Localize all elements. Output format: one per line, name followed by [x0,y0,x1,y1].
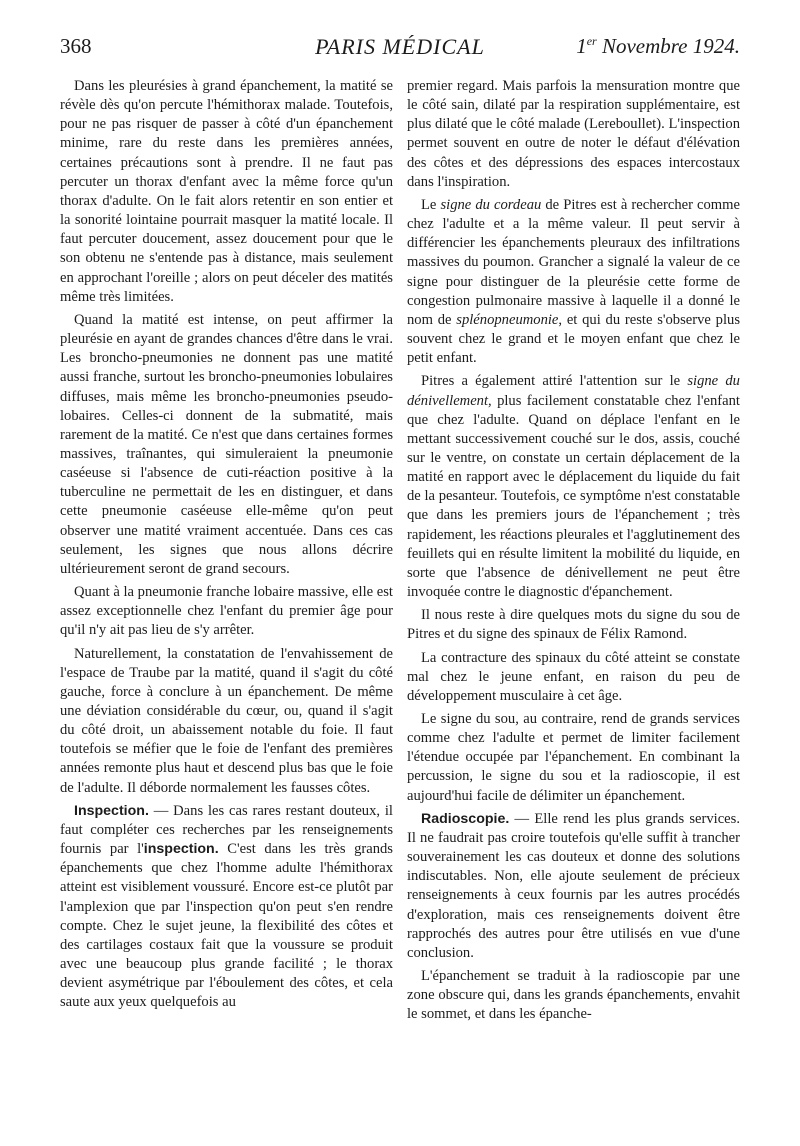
denivellement-text-b: , plus facilement constatable chez l'enfant que chez l'adulte. Quand on déplace l'enfant en le mettant successivement couché sur le dos, assis, couché sur le ventre, on constate un certain déplacement de la matité en rapport avec le déplacement du liquide du fait de la pesanteur. Toutefois, ce symptôme n'est constatable que dans les premiers jours de l'épanchement ; très rapidement, les réactions pleurales et l'agglutinement des feuillets qui en résulte limitent la mobilité du liquide, en sorte que l'absence de dénivellement ne peut être invoquée contre le diagnostic d'épanchement. [407,392,740,601]
inspection-keyword: inspection. [143,841,219,858]
denivellement-term: signe du dénivellement [407,373,740,409]
paragraph-matite-intense: Quand la matité est intense, on peut affirmer la pleurésie en ayant de grandes chances d'être dans le vrai. Les broncho-pneumonies ne donnent pas une matité aussi franche, surtout les broncho-pneumonies lobulaires diffuses, mais même les broncho-pneumonies pseudo-lobaires. Celles-ci donnent de la submatité, mais rarement de la matité. Ce n'est que dans certaines formes massives, traînantes, qui simuleraient la pneumonie caséeuse si l'absence de cuti-réaction positive à la tuberculine ne permettait de les en distinguer, et dans cette pneumonie caséeuse elle-même qu'on peut observer une matité vraiment accentuée. Dans ces cas seulement, les signes que nous allons décrire ultérieurement seront de grand secours. [60,311,393,577]
cordeau-text-b: de Pitres est à rechercher comme chez l'adulte et a la même valeur. Il peut servir à différencier les épanchements pleuraux des infiltrations massives du poumon. Grancher a signalé la valeur de ce signe pour distinguer de la pleurésie cette forme de congestion pulmonaire massive à laquelle il a donné le nom de [407,196,740,328]
paragraph-espace-traube: Naturellement, la constatation de l'envahissement de l'espace de Traube par la matité, quand il s'agit du côté gauche, force à conclure à un épanchement. De même une déviation considérable du cœur, ou, quand il s'agit du côté droit, un abaissement notable du foie. Il faut toutefois se méfier que le foie de l'enfant des premières années remonte plus haut et descend plus bas que le foie de l'adulte. Il déborde normalement les fausses côtes. [60,645,393,796]
denivellement-text-a: Pitres a également attiré l'attention sur le [421,373,688,390]
paragraph-inspection [60,802,393,1013]
section-heading-radioscopie: Radioscopie. [421,810,510,827]
paragraph-signe-cordeau [407,196,740,368]
issue-date [576,34,740,59]
journal-title: PARIS MÉDICAL [315,34,485,59]
paragraph-premier-regard: premier regard. Mais parfois la mensuration montre que le côté sain, dilaté par la respiration supplémentaire, est plus dilaté que le côté malade (Lereboullet). L'inspection permet souvent en outre de noter le défaut d'élévation des côtes et des dépressions des espaces intercostaux dans l'inspiration. [407,78,740,190]
inspection-text-a: — Dans les cas rares restant douteux, il faut compléter ces recherches par les renseignements fournis par l' [60,802,393,858]
issue-date-day: 1 [576,34,587,58]
radioscopie-text: — Elle rend les plus grands services. Il ne faudrait pas croire toutefois qu'elle suffit à trancher souverainement les cas douteux et donne des solutions indiscutables. Non, elle ajoute seulement de précieux renseignements à ceux fournis par les autres procédés d'exploration, mais ces renseignements doivent être rapprochés des autres pour être utilisés en vue d'une conclusion. [407,810,740,961]
right-column [407,77,740,1029]
cordeau-text-a: Le [421,196,441,213]
paragraph-signe-sou-intro: Il nous reste à dire quelques mots du signe du sou de Pitres et du signe des spinaux de Félix Ramond. [407,607,740,643]
paragraph-denivellement [407,372,740,602]
paragraph-pneumonie-lobaire: Quant à la pneumonie franche lobaire massive, elle est assez exceptionnelle chez l'enfant du premier âge pour qu'il n'y ait pas lieu de s'y arrêter. [60,584,393,639]
paragraph-radioscopie [407,810,740,963]
inspection-text-b: C'est dans les très grands épanchements que chez l'homme adulte l'hémithorax atteint est visiblement voussuré. Encore est-ce plutôt par l'amplexion que par l'inspection qu'on peut s'en rendre compte. Chez le sujet jeune, la flexibilité des côtes et des cartilages costaux fait que la voussure se produit avec une beaucoup plus grande facilité ; le thorax devient asymétrique par l'éboulement des côtes, et cela saute aux yeux quelquefois au [60,841,393,1011]
cordeau-term: signe du cordeau [440,196,542,213]
left-column [60,77,393,1029]
paragraph-percussion: Dans les pleurésies à grand épanchement, la matité se révèle dès qu'on percute l'hémithorax malade. Toutefois, pour ne pas risquer de passer à côté d'un épanchement minime, rare du reste dans les premières années, certaines précautions sont à prendre. Il ne faut pas percuter un thorax d'enfant avec la même force qu'un thorax d'adulte. On le fait alors retentir en son entier et la sonorité lointaine pourrait masquer la matité locale. Il faut percuter doucement, assez doucement pour que le son obtenu ne s'entende pas à distance, mais seulement en approchant l'oreille ; alors on peut déceler des matités même très limitées. [60,78,393,305]
issue-date-rest: Novembre 1924. [596,34,740,58]
paragraph-signe-sou: Le signe du sou, au contraire, rend de grands services comme chez l'adulte et permet de limiter facilement l'étendue occupée par l'épanchement. En combinant la percussion, le signe du sou et la radioscopie, il est aujourd'hui facile de délimiter un épanchement. [407,711,740,804]
article-columns [60,77,740,1029]
journal-page [60,34,740,1134]
section-heading-inspection: Inspection. [74,802,149,819]
issue-date-sup: er [586,34,597,48]
cordeau-text-c: , et qui du reste s'observe plus souvent chez le grand et le moyen enfant que chez le petit enfant. [407,311,740,367]
page-number: 368 [60,34,92,58]
paragraph-epanchement-radio: L'épanchement se traduit à la radioscopie par une zone obscure qui, dans les grands épanchements, envahit le sommet, et dans les épanche- [407,968,740,1023]
page-header [60,34,740,64]
splenopneumonie-term: splénopneumonie [456,311,559,328]
paragraph-spinaux: La contracture des spinaux du côté atteint se constate mal chez le jeune enfant, en raison du peu de développement musculaire à cet âge. [407,649,740,704]
